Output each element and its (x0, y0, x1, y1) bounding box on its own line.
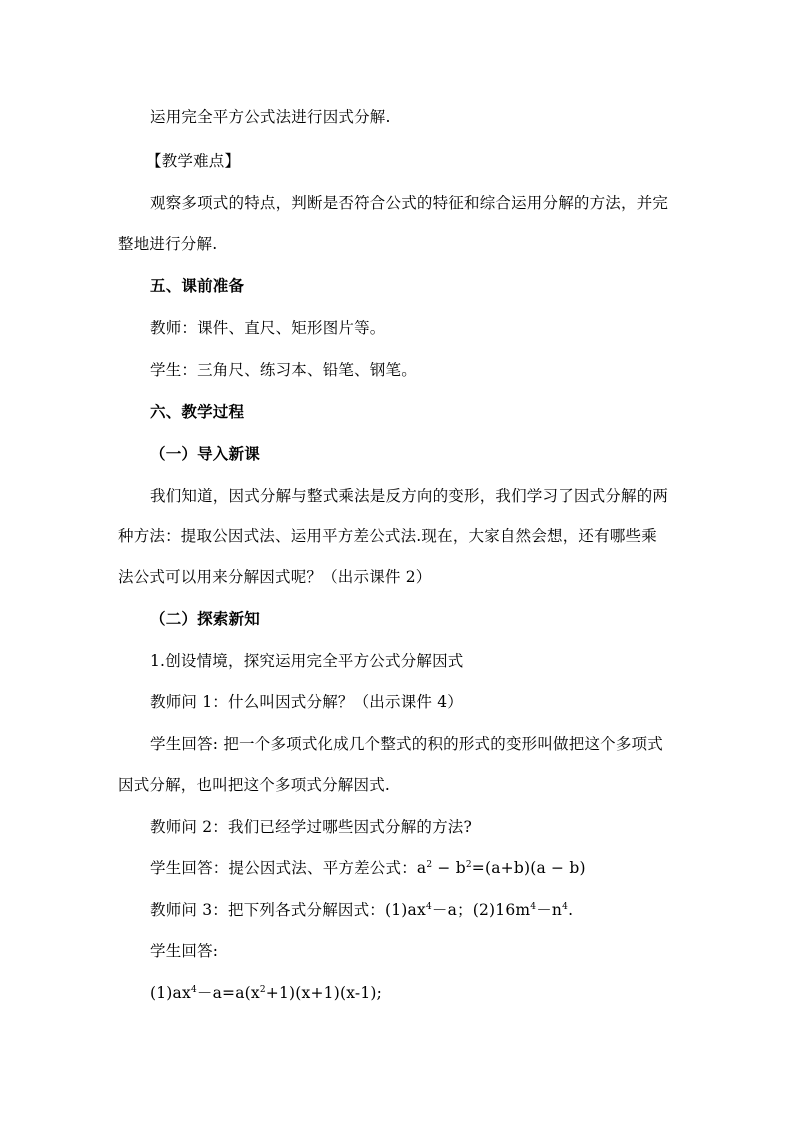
text-run: 教师问 3：把下列各式分解因式：(1)ax (150, 901, 426, 919)
superscript: 4 (530, 901, 537, 912)
paragraph-line: 学生：三角尺、练习本、铅笔、钢笔。 (150, 361, 417, 379)
paragraph-line: 教师：课件、直尺、矩形图片等。 (150, 319, 386, 337)
section-heading-preparation: 五、课前准备 (150, 276, 245, 295)
superscript: 2 (465, 859, 472, 870)
paragraph-line: 1.创设情境，探究运用完全平方公式分解因式 (150, 652, 464, 670)
superscript: 2 (259, 984, 266, 995)
text-run: －a；(2)16m (431, 901, 531, 919)
subsection-heading-intro: （一）导入新课 (150, 444, 260, 463)
paragraph-line-formula (150, 858, 586, 878)
paragraph-line: 法公式可以用来分解因式呢？（出示课件 2） (118, 568, 432, 586)
subsection-heading-explore: （二）探索新知 (150, 609, 260, 628)
text-run: －a=a(x (196, 984, 260, 1002)
superscript: 4 (562, 901, 569, 912)
paragraph-line-formula (150, 900, 573, 920)
text-run: =(a+b)(a − b) (471, 859, 586, 877)
paragraph-line: 学生回答: 把一个多项式化成几个整式的积的形式的变形叫做把这个多项式 (150, 735, 663, 753)
superscript: 4 (425, 901, 432, 912)
text-run: 学生回答：提公因式法、平方差公式：a (150, 859, 427, 877)
paragraph-line: 种方法：提取公因式法、运用平方差公式法.现在，大家自然会想，还有哪些乘 (118, 527, 657, 545)
paragraph-line: 我们知道，因式分解与整式乘法是反方向的变形，我们学习了因式分解的两 (150, 487, 669, 505)
paragraph-line-formula (150, 983, 382, 1003)
text-run: －n (536, 901, 563, 919)
paragraph-line: 教师问 1：什么叫因式分解？（出示课件 4） (150, 693, 463, 711)
text-run: (1)ax (150, 984, 191, 1002)
section-heading-teaching-process: 六、教学过程 (150, 402, 245, 421)
paragraph-line: 观察多项式的特点，判断是否符合公式的特征和综合运用分解的方法，并完 (150, 194, 669, 212)
text-run: . (568, 901, 574, 919)
paragraph-line: 学生回答: (150, 942, 219, 960)
text-run: +1)(x+1)(x-1); (265, 984, 383, 1002)
paragraph-line: 因式分解，也叫把这个多项式分解因式. (118, 776, 391, 794)
paragraph-line: 运用完全平方公式法进行因式分解. (150, 108, 391, 126)
paragraph-line: 教师问 2：我们已经学过哪些因式分解的方法? (150, 818, 472, 836)
text-run: − b (432, 859, 466, 877)
paragraph-line: 整地进行分解. (118, 235, 218, 253)
section-heading-teaching-difficulty: 【教学难点】 (146, 152, 241, 170)
superscript: 2 (426, 859, 433, 870)
superscript: 4 (190, 984, 197, 995)
